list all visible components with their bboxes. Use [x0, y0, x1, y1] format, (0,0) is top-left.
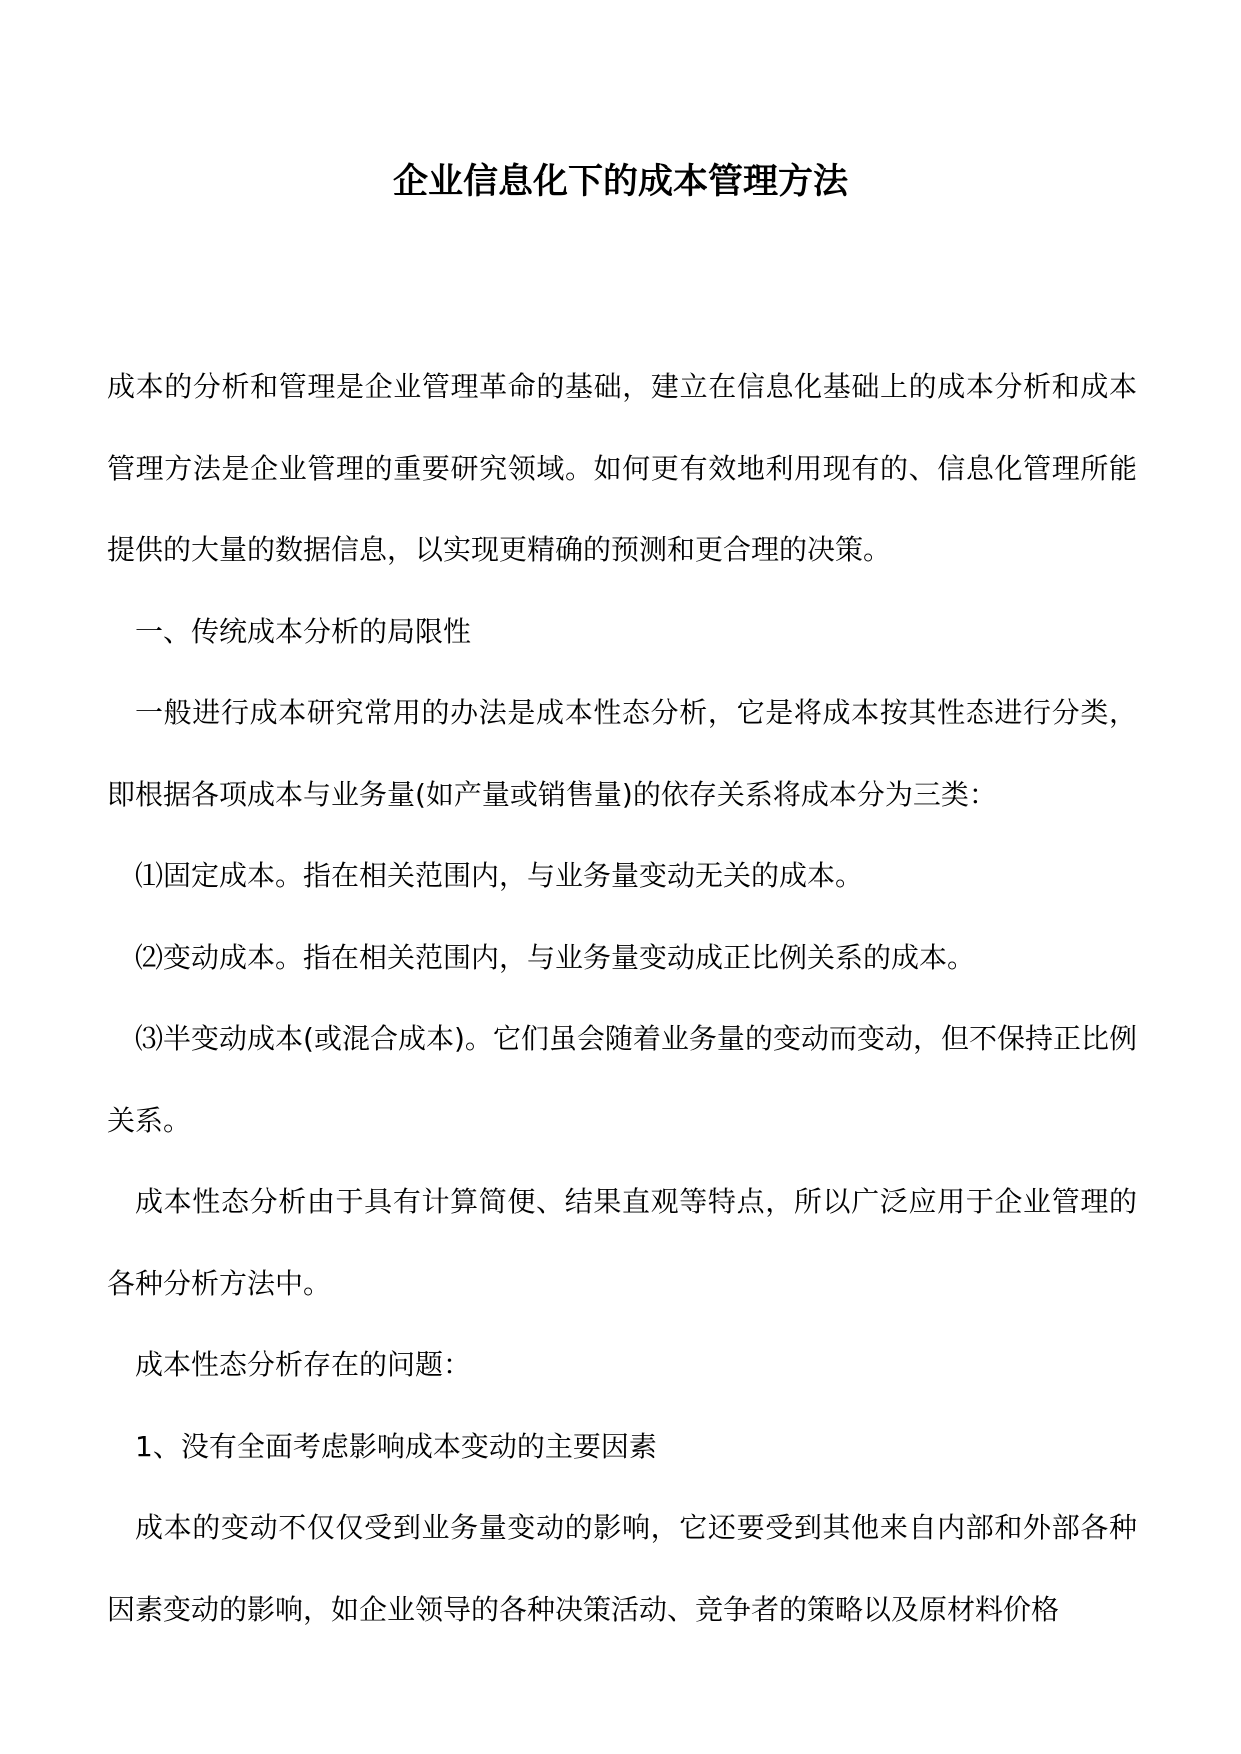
paragraph-problems-heading: 成本性态分析存在的问题：: [135, 1348, 472, 1381]
document-title: 企业信息化下的成本管理方法: [392, 162, 848, 202]
paragraph-application: 成本性态分析由于具有计算简便、结果直观等特点，所以广泛应用于企业管理的各种分析方法中。: [107, 1185, 1137, 1300]
subheading-problem-1: 1、没有全面考虑影响成本变动的主要因素: [135, 1429, 657, 1463]
list-item-mixed-cost: ⑶半变动成本(或混合成本)。它们虽会随着业务量的变动而变动，但不保持正比例关系。: [107, 1022, 1137, 1137]
paragraph-factors: 成本的变动不仅仅受到业务量变动的影响，它还要受到其他来自内部和外部各种因素变动的影响，如企业领导的各种决策活动、竞争者的策略以及原材料价格: [107, 1511, 1137, 1626]
document-body: [107, 346, 1137, 1650]
section-heading-1: 一、传统成本分析的局限性: [135, 614, 472, 648]
list-item-fixed-cost: ⑴固定成本。指在相关范围内，与业务量变动无关的成本。: [135, 859, 864, 892]
paragraph-intro: 成本的分析和管理是企业管理革命的基础，建立在信息化基础上的成本分析和成本管理方法是企业管理的重要研究领域。如何更有效地利用现有的、信息化管理所能提供的大量的数据信息，以实现更精确的预测和更合理的决策。: [107, 370, 1137, 566]
paragraph-cost-behavior: 一般进行成本研究常用的办法是成本性态分析，它是将成本按其性态进行分类，即根据各项成本与业务量(如产量或销售量)的依存关系将成本分为三类：: [107, 696, 1137, 811]
list-item-variable-cost: ⑵变动成本。指在相关范围内，与业务量变动成正比例关系的成本。: [135, 940, 976, 974]
